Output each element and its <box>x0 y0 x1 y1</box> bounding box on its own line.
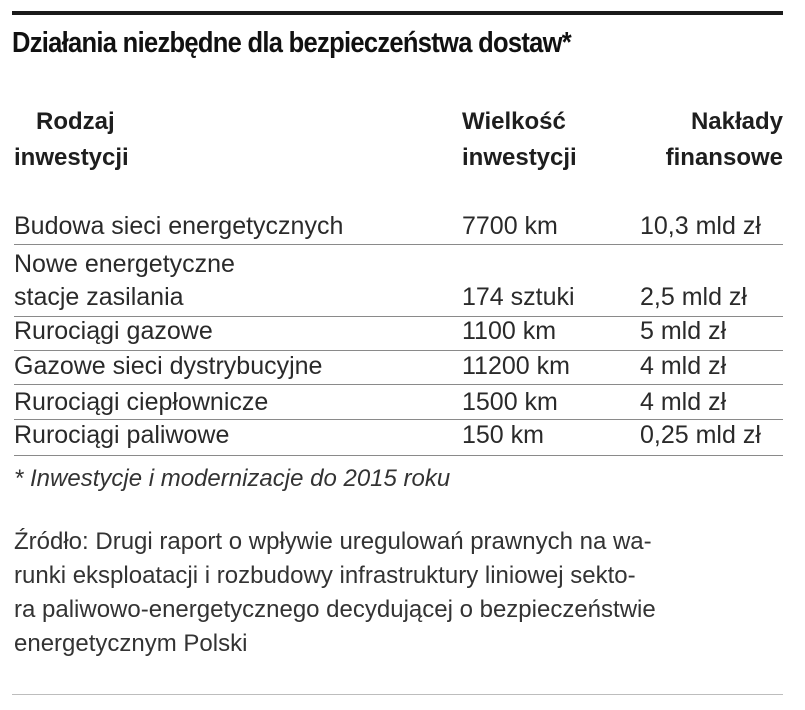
footnote: * Inwestycje i modernizacje do 2015 roku <box>14 465 451 492</box>
header-financial-outlay <box>640 104 783 176</box>
header-investment-size-line2: inwestycji <box>462 144 577 171</box>
source-line: ra paliwowo-energetycznego decydującej o bezpieczeństwie <box>14 596 656 623</box>
bottom-rule <box>12 694 783 695</box>
table-cell-type: Rurociągi gazowe <box>14 317 213 345</box>
header-investment-type-line2: inwestycji <box>14 144 129 171</box>
table-cell-size: 1100 km <box>462 317 557 345</box>
table-cell-type-line2: stacje zasilania <box>14 283 184 311</box>
header-financial-outlay-line1: Nakłady <box>690 108 783 135</box>
table-cell-size: 150 km <box>462 421 544 449</box>
table-cell-cost: 0,25 mld zł <box>640 421 761 449</box>
header-investment-size <box>462 104 577 176</box>
table-cell-type: Gazowe sieci dystrybucyjne <box>14 352 323 380</box>
table-cell-cost: 5 mld zł <box>640 317 727 345</box>
row-divider <box>14 455 783 456</box>
table-cell-size: 11200 km <box>462 352 570 380</box>
source-line: runki eksploatacji i rozbudowy infrastruktury liniowej sekto- <box>14 562 636 589</box>
table-cell-size: 1500 km <box>462 388 558 416</box>
header-financial-outlay-line2: finansowe <box>665 144 783 171</box>
table-cell-type: Nowe energetyczne <box>14 250 235 278</box>
table-cell-type: Budowa sieci energetycznych <box>14 212 344 240</box>
table-cell-size: 7700 km <box>462 212 558 240</box>
table-cell-type: Rurociągi ciepłownicze <box>14 388 269 416</box>
row-divider <box>14 244 783 245</box>
infographic-title: Działania niezbędne dla bezpieczeństwa dostaw* <box>12 27 571 59</box>
header-investment-size-line1: Wielkość <box>462 108 566 135</box>
top-rule <box>12 11 783 15</box>
source-note <box>14 525 785 661</box>
table-cell-cost: 4 mld zł <box>640 352 727 380</box>
table-cell-cost: 10,3 mld zł <box>640 212 761 240</box>
table-cell-cost: 4 mld zł <box>640 388 727 416</box>
header-investment-type-line1: Rodzaj <box>36 108 115 135</box>
row-divider <box>14 384 783 385</box>
header-investment-type <box>14 104 129 176</box>
source-line: Źródło: Drugi raport o wpływie uregulowań prawnych na wa- <box>14 528 652 555</box>
table-cell-type: Rurociągi paliwowe <box>14 421 230 449</box>
source-line: energetycznym Polski <box>14 630 248 657</box>
table-cell-size: 174 sztuki <box>462 283 575 311</box>
table-cell-cost: 2,5 mld zł <box>640 283 747 311</box>
